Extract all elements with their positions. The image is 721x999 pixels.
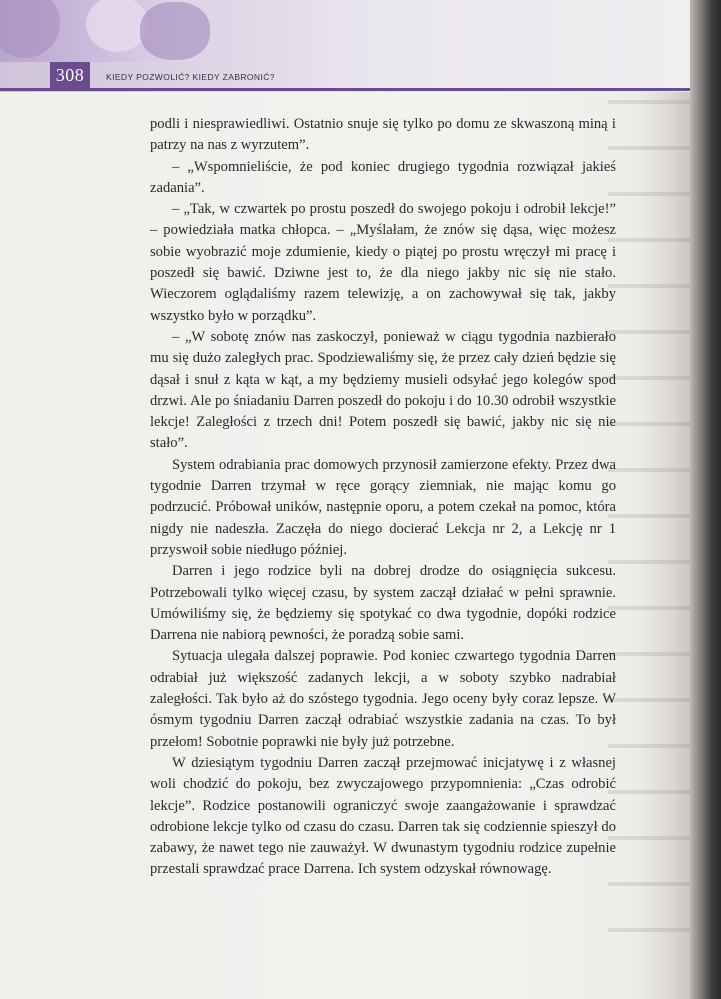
book-binding-shadow bbox=[690, 0, 721, 999]
page-number: 308 bbox=[50, 62, 90, 89]
show-through-text bbox=[608, 100, 690, 960]
header-rule bbox=[0, 88, 690, 91]
paragraph-continuation: podli i niesprawiedliwi. Ostatnio snuje się tylko po domu ze skwaszoną miną i patrzy na nas z wyrzutem”. bbox=[150, 116, 616, 154]
photo-figure-right bbox=[140, 2, 210, 60]
paragraph: – „W sobotę znów nas zaskoczył, ponieważ w ciągu tygodnia nazbierało mu się dużo zaległych prac. Spodziewaliśmy się, że przez cały dzień będzie się dąsał i snuł z kąta w kąt, a my będziemy musieli odsyłać jego kolegów spod drzwi. Ale po śniadaniu Darren poszedł do pokoju i do 10.30 odrobił wszystkie lekcje! Zaległości z trzech dni! Potem poszedł się bawić, jakby nic się nie stało”. bbox=[150, 328, 616, 452]
header-photo bbox=[0, 0, 230, 62]
paragraph: Darren i jego rodzice byli na dobrej drodze do osiągnięcia sukcesu. Potrzebowali tylko więcej czasu, by system zaczął działać w pełni sprawnie. Umówiliśmy się, że będziemy się spotykać co dwa tygodnie, dopóki rodzice Darrena nie nabiorą pewności, że poradzą sobie sami. bbox=[150, 563, 616, 644]
paragraph: Sytuacja ulegała dalszej poprawie. Pod koniec czwartego tygodnia Darren odrabiał już większość zadanych lekcji, a w soboty szybko nadrabiał zaległości. Tak było aż do szóstego tygodnia. Jego oceny były coraz lepsze. W ósmym tygodniu Darren zaczął odrabiać wszystkie zadania na czas. To był przełom! Sobotnie poprawki nie były już potrzebne. bbox=[150, 648, 616, 750]
body-text bbox=[150, 114, 616, 881]
running-head: KIEDY POZWOLIĆ? KIEDY ZABRONIĆ? bbox=[106, 72, 275, 82]
paragraph: W dziesiątym tygodniu Darren zaczął przejmować inicjatywę i z własnej woli chodzić do pokoju, bez zwyczajowego przypomnienia: „Czas odrobić lekcje”. Rodzice postanowili ograniczyć swoje zaangażowanie i sprawdzać odrobione lekcje tylko od czasu do czasu. Darren tak się codziennie spieszył do zabawy, że nawet tego nie zauważył. W dwunastym tygodniu rodzice zupełnie przestali sprawdzać prace Darrena. Ich system odzyskał równowagę. bbox=[150, 754, 616, 878]
paragraph: – „Wspomnieliście, że pod koniec drugiego tygodnia rozwiązał jakieś zadania”. bbox=[150, 158, 616, 196]
paragraph: – „Tak, w czwartek po prostu poszedł do swojego pokoju i odrobił lekcje!” – powiedziała matka chłopca. – „Myślałam, że znów się dąsa, więc możesz sobie wyobrazić moje zdumienie, kiedy o piątej po prostu wręczył mi pracę i poszedł się bawić. Dziwne jest to, że dla niego jakby nic się nie stało. Wieczorem oglądaliśmy razem telewizję, a on zachowywał się tak, jakby wszystko było w porządku”. bbox=[150, 201, 616, 324]
paragraph: System odrabiania prac domowych przynosił zamierzone efekty. Przez dwa tygodnie Darren trzymał w ręce gorący ziemniak, nie mając komu go podrzucić. Próbował uników, następnie oporu, a potem czekał na pomoc, która nigdy nie nadeszła. Zaczęła do niego docierać Lekcja nr 2, a Lekcję nr 1 przyswoił sobie niedługo później. bbox=[150, 456, 616, 558]
photo-figure-center bbox=[86, 0, 148, 52]
photo-figure-left bbox=[0, 0, 60, 58]
